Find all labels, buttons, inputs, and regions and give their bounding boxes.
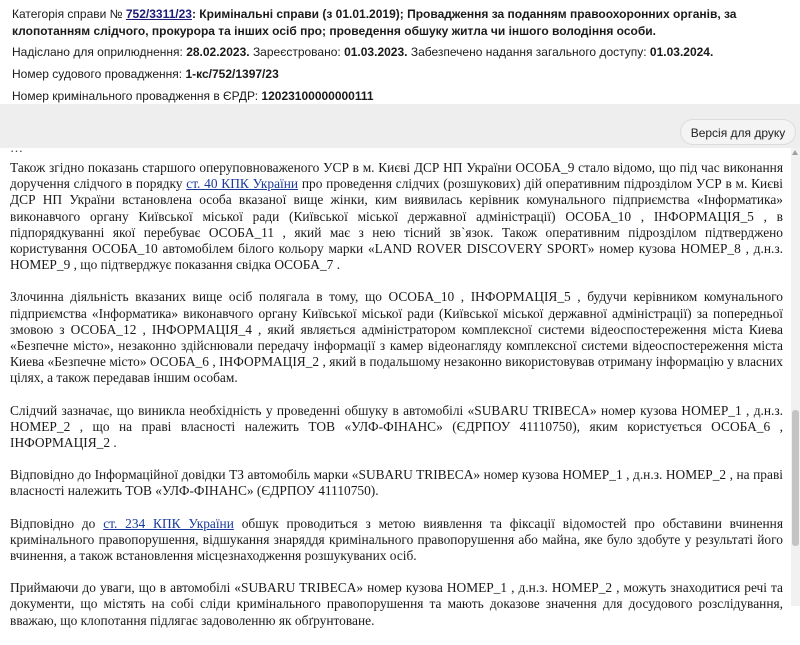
- case-number-link[interactable]: 752/3311/23: [125, 7, 192, 21]
- paragraph-1-end: про проведення слідчих (розшукових) дій оперативним підрозділом УСР в м. Києві ДСР НП України встановлена особа вказаної вище жінки, ким виявилась керівник комунального підприємства «Інформатика» виконавчого органу Київської міської ради (Київської міської державної адміністрації) ОСОБА_10 , ІНФОРМАЦІЯ_5 , в підпорядкуванні якої перебуває ОСОБА_11 , який має з нею тісний зв`язок. Також оперативним підрозділом підтверджено користування ОСОБА_10 автомобілем білого кольору марки «LAND ROVER DISCOVERY SPORT» номер кузова НОМЕР_8 , д.н.з. НОМЕР_9 , що підтверджує показання свідка ОСОБА_7 .: [10, 176, 783, 273]
- erdr-label: Номер кримінального провадження в ЄРДР:: [12, 89, 259, 103]
- paragraph-4: Відповідно до Інформаційної довідки ТЗ автомобіль марки «SUBARU TRIBECA» номер кузова НОМЕР_1 , д.н.з. НОМЕР_2 , на праві власності належить ТОВ «УЛФ-ФІНАНС» (ЄДРПОУ 41110750).: [10, 467, 783, 499]
- scroll-up-icon[interactable]: [792, 150, 798, 155]
- erdr-number-value: 12023100000000111: [261, 89, 374, 103]
- registered-label: Зареєстровано:: [252, 45, 341, 59]
- paragraph-5-end: обшук проводиться з метою виявлення та фіксації відомостей про обставини вчинення кримінального правопорушення, відшукання знаряддя кримінального правопорушення або майна, яке було здобуте у результаті його вчинення, а також встановлення місцезнаходження розшукуваних осіб.: [10, 515, 783, 564]
- court-number-value: 1-кс/752/1397/23: [185, 67, 279, 81]
- sent-label: Надіслано для оприлюднення:: [12, 45, 183, 59]
- case-category-row: Категорія справи № 752/3311/23: Кримінальні справи (з 01.01.2019); Провадження за поданням правоохоронних органів, за клопотанням слідчого, прокурора та інших осіб про; проведення обшуку житла чи іншого володіння особи.: [12, 7, 737, 38]
- paragraph-5-start: Відповідно до: [10, 515, 104, 531]
- paragraph-3: Слідчий зазначає, що виникла необхідність у проведенні обшуку в автомобілі «SUBARU TRIBECA» номер кузова НОМЕР_1 , д.н.з. НОМЕР_2 , що на праві власності належить ТОВ «УЛФ-ФІНАНС» (ЄДРПОУ 41110750), яким користується ОСОБА_6 , ІНФОРМАЦІЯ_2 .: [10, 402, 783, 451]
- scrollbar-thumb[interactable]: [792, 410, 799, 546]
- paragraph-2: Злочинна діяльність вказаних вище осіб полягала в тому, що ОСОБА_10 , ІНФОРМАЦІЯ_5 , будучи керівником комунального підприємства «Інформатика» виконавчого органу Київської міської ради (Київської міської державної адміністрації) за попередньої змовою з ОСОБА_12 , ІНФОРМАЦІЯ_4 , який являється адміністратором комплексної системи відеоспостереження міста Киева «Безпечне місто», незаконно здійснювали передачу інформації з камер відеонагляду комплексної системи відеоспостереження міста Киева «Безпечне місто» ОСОБА_6 , ІНФОРМАЦІЯ_2 , який в подальшому незаконно використовував отриману інформацію у власних цілях, а також передавав іншим особам.: [10, 289, 783, 386]
- paragraph-1-start: Також згідно показань старшого оперуповноваженого УСР в м. Києві ДСР НП України ОСОБА_9 стало відомо, що під час виконання доручення слідчого в порядку: [10, 160, 783, 192]
- dates-row: [12, 43, 790, 61]
- truncated-line: …: [10, 140, 23, 155]
- court-number-row: [12, 65, 790, 83]
- access-label: Забезпечено надання загального доступу:: [410, 45, 647, 59]
- court-number-label: Номер судового провадження:: [12, 67, 183, 81]
- document-viewer[interactable]: [0, 140, 791, 628]
- category-text: Кримінальні справи (з 01.01.2019); Провадження за поданням правоохоронних органів, за клопотанням слідчого, прокурора та інших осіб про; проведення обшуку житла чи іншого володіння особи.: [12, 7, 737, 38]
- vertical-scrollbar[interactable]: [791, 148, 800, 606]
- paragraph-6: Приймаючи до уваги, що в автомобілі «SUBARU TRIBECA» номер кузова НОМЕР_1 , д.н.з. НОМЕР_2 , можуть знаходитися речі та документи, що містять на собі сліди кримінального правопорушення та мають доказове значення для досудового розслідування, вважаю, що клопотання підлягає задоволенню як обґрунтоване.: [10, 580, 783, 628]
- access-date: 01.03.2024.: [649, 45, 714, 59]
- paragraph-5: [10, 516, 783, 565]
- article-40-link[interactable]: ст. 40 КПК України: [186, 176, 299, 192]
- article-234-link[interactable]: ст. 234 КПК України: [103, 515, 234, 531]
- paragraph-1: [10, 160, 783, 273]
- document-text: [10, 140, 783, 645]
- print-version-button[interactable]: Версія для друку: [680, 119, 796, 145]
- sent-date: 28.02.2023.: [186, 45, 250, 59]
- case-metadata: [0, 0, 800, 103]
- category-label: Категорія справи №: [12, 7, 123, 21]
- erdr-row: [12, 87, 790, 105]
- registered-date: 01.03.2023.: [344, 45, 408, 59]
